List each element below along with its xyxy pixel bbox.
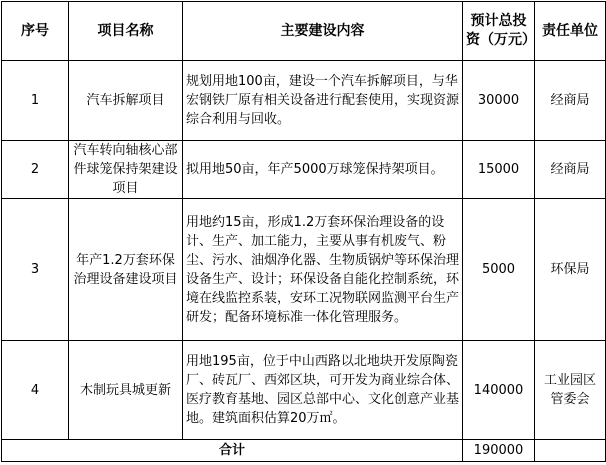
table-row	[2, 61, 606, 141]
table-row	[2, 141, 606, 199]
cell-investment: 30000	[463, 61, 535, 141]
cell-content: 拟用地50亩，年产5000万球笼保持架项目。	[183, 141, 463, 199]
cell-content: 规划用地100亩，建设一个汽车拆解项目，与华宏钢铁厂原有相关设备进行配套使用，实现资源综合利用与回收。	[183, 61, 463, 141]
cell-seq: 2	[2, 141, 69, 199]
cell-unit: 工业园区管委会	[535, 341, 606, 440]
table-row	[2, 341, 606, 440]
total-row	[2, 440, 606, 462]
cell-investment: 140000	[463, 341, 535, 440]
cell-name: 木制玩具城更新	[69, 341, 183, 440]
cell-content: 用地约15亩，形成1.2万套环保治理设备的设计、生产、加工能力，主要从事有机废气、粉尘、污水、油烟净化器、生物质锅炉等环保治理设备生产、设计；环保设备自能化控制系统，环境在线监控系装，安环工况物联网监测平台生产研发；配备环境标准一体化管理服务。	[183, 199, 463, 341]
cell-investment: 5000	[463, 199, 535, 341]
total-investment: 190000	[463, 440, 535, 462]
header-seq: 序号	[2, 2, 69, 61]
cell-seq: 4	[2, 341, 69, 440]
cell-seq: 3	[2, 199, 69, 341]
project-table	[1, 1, 606, 462]
cell-unit: 经商局	[535, 141, 606, 199]
cell-name: 汽车转向轴核心部件球笼保持架建设项目	[69, 141, 183, 199]
header-investment: 预计总投资（万元）	[463, 2, 535, 61]
header-content: 主要建设内容	[183, 2, 463, 61]
cell-name: 汽车拆解项目	[69, 61, 183, 141]
cell-investment: 15000	[463, 141, 535, 199]
total-label: 合计	[2, 440, 463, 462]
cell-name: 年产1.2万套环保治理设备建设项目	[69, 199, 183, 341]
cell-unit: 经商局	[535, 61, 606, 141]
table-header-row	[2, 2, 606, 61]
cell-content: 用地195亩，位于中山西路以北地块开发原陶瓷厂、砖瓦厂、西郊区块，可开发为商业综合体、医疗教育基地、园区总部中心、文化创意产业基地。建筑面积估算20万㎡。	[183, 341, 463, 440]
table-row	[2, 199, 606, 341]
header-name: 项目名称	[69, 2, 183, 61]
total-unit-empty	[535, 440, 606, 462]
header-unit: 责任单位	[535, 2, 606, 61]
cell-seq: 1	[2, 61, 69, 141]
cell-unit: 环保局	[535, 199, 606, 341]
